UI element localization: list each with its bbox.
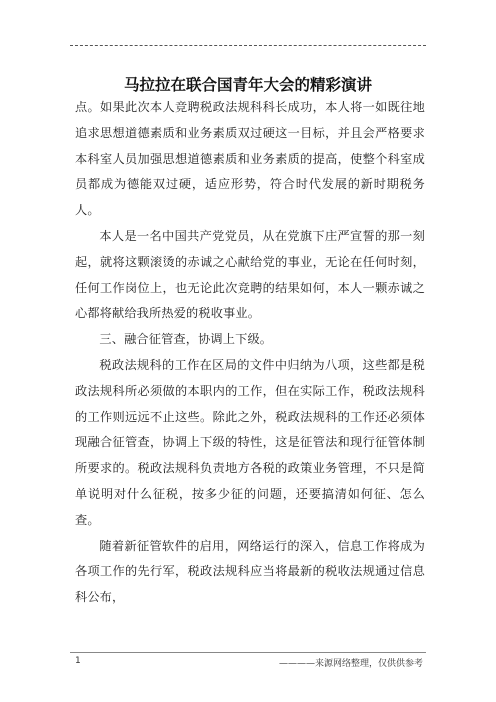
paragraph-new-software: 随着新征管软件的启用，网络运行的深入，信息工作将成为各项工作的先行军，税政法规科应当将最新的税收法规通过信息科公布， — [75, 538, 425, 605]
footer-source-note: ————来源网络整理，仅供供参考 — [278, 659, 423, 669]
section-heading: 三、融合征管查，协调上下级。 — [99, 332, 273, 347]
document-title: 马拉拉在联合国青年大会的精彩演讲 — [123, 76, 372, 95]
footer-divider — [70, 652, 426, 653]
paragraph-tax-regulation-work: 税政法规科的工作在区局的文件中归纳为八项，这些都是税政法规科所必须做的本职内的工作，但在实际工作，税政法规科的工作则远远不止这些。除此之外，税政法规科的工作还必须体现融合征管查，协调上下级的特性，这是征管法和现行征管体制所要求的。税政法规科负责地方各税的政策业务管理，不只是简单说明对什么征税，按多少征的问题，还要搞清如何征、怎么查。 — [75, 357, 425, 527]
paragraph-party-member: 本人是一名中国共产党党员，从在党旗下庄严宣誓的那一刻起，就将这颗滚烫的赤诚之心献给党的事业，无论在任何时刻，任何工作岗位上，也无论此次竞聘的结果如何，本人一颗赤诚之心都将献给我所热爱的税收事业。 — [75, 228, 425, 321]
document-body — [75, 95, 425, 611]
page-number: 1 — [75, 656, 81, 666]
paragraph-continuation: 点。如果此次本人竞聘税政法规科科长成功，本人将一如既往地追求思想道德素质和业务素质双过硬这一目标，并且会严格要求本科室人员加强思想道德素质和业务素质的提高，使整个科室成员都成为德能双过硬，适应形势，符合时代发展的新时期税务人。 — [75, 100, 425, 218]
header-divider — [70, 45, 426, 46]
